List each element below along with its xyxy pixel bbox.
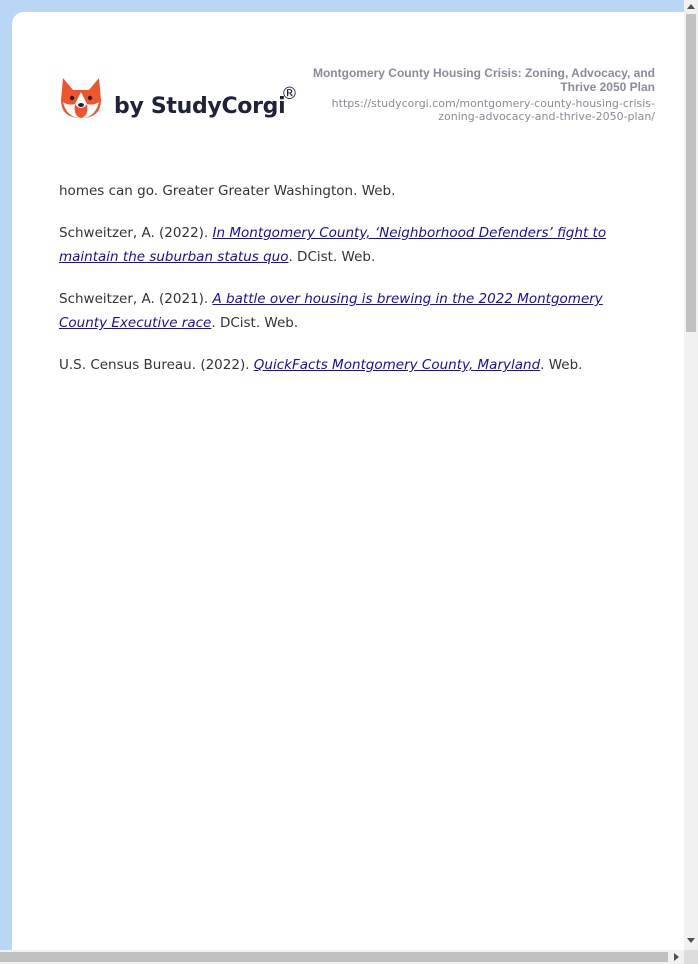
vertical-scrollbar[interactable] [684, 0, 698, 950]
brand-name [114, 84, 298, 119]
reference-suffix: . Web. [540, 357, 583, 373]
reference-suffix: . DCist. Web. [288, 249, 376, 265]
document-url: https://studycorgi.com/montgomery-county-housing-crisis-zoning-advocacy-and-thrive-2050-plan/ [331, 97, 655, 123]
brand-text: by StudyCorgi [114, 94, 286, 119]
reference-item [59, 221, 629, 269]
reference-item [59, 179, 629, 203]
reference-link[interactable]: In Montgomery County, ‘Neighborhood Defenders’ fight to maintain the suburban status quo [59, 225, 607, 265]
reference-text: homes can go. Greater Greater Washington. Web. [59, 183, 396, 199]
document-page [12, 12, 698, 952]
registered-mark: ® [281, 84, 298, 104]
scroll-right-icon[interactable] [674, 953, 679, 961]
reference-suffix: . DCist. Web. [211, 315, 299, 331]
scroll-up-icon[interactable] [687, 4, 695, 9]
reference-item [59, 353, 629, 377]
corgi-logo-icon [59, 76, 103, 120]
horizontal-scrollbar[interactable] [0, 950, 684, 964]
reference-link[interactable]: A battle over housing is brewing in the 2022 Montgomery County Executive race [59, 291, 603, 331]
reference-item [59, 287, 629, 335]
document-title: Montgomery County Housing Crisis: Zoning, Advocacy, and Thrive 2050 Plan [312, 66, 655, 94]
reference-text: Schweitzer, A. (2022). [59, 225, 213, 241]
reference-text: Schweitzer, A. (2021). [59, 291, 213, 307]
reference-list [59, 179, 629, 395]
reference-text: U.S. Census Bureau. (2022). [59, 357, 254, 373]
vertical-scroll-thumb[interactable] [686, 14, 696, 332]
reference-link[interactable]: QuickFacts Montgomery County, Maryland [253, 357, 541, 373]
scroll-down-icon[interactable] [687, 938, 695, 943]
page-header [12, 12, 684, 152]
horizontal-scroll-thumb[interactable] [0, 952, 668, 962]
scrollbar-corner [684, 950, 698, 964]
